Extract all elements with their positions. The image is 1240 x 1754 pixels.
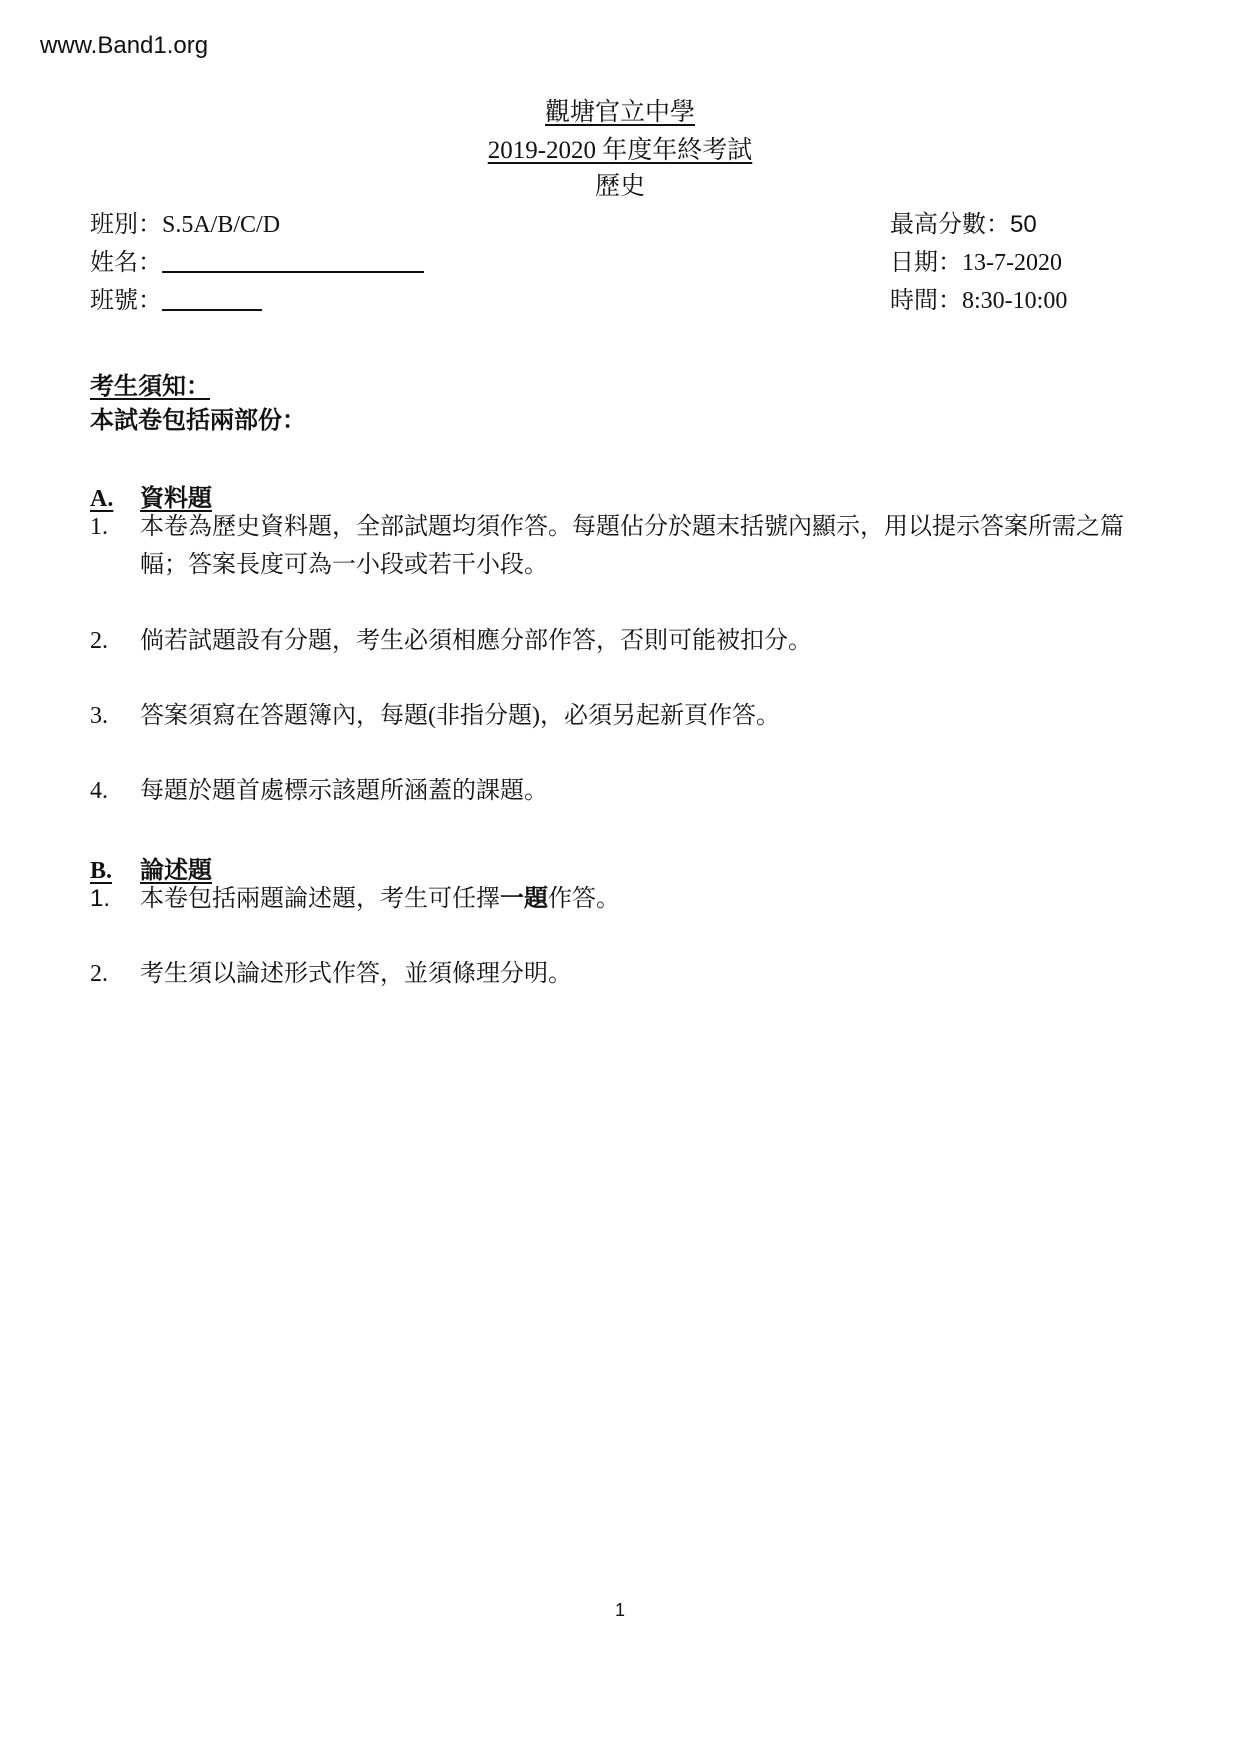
watermark-url: www.Band1.org	[40, 32, 209, 59]
max-score-row	[890, 204, 1037, 239]
section-a-item	[90, 622, 1160, 660]
item-number: 4.	[90, 778, 108, 804]
exam-title: 2019-2020 年度年終考試	[487, 137, 753, 164]
number-row	[90, 280, 262, 315]
class-value: S.5A/B/C/D	[162, 212, 281, 238]
number-label: 班號：	[90, 288, 162, 314]
name-row	[90, 242, 424, 277]
date-value: 13-7-2020	[962, 250, 1062, 276]
item-text-emphasis: 一題	[500, 886, 548, 912]
item-number: 1.	[90, 885, 111, 912]
date-row	[890, 242, 1062, 277]
max-score-label: 最高分數：	[890, 212, 1010, 238]
item-text: 答案須寫在答題簿內，每題(非指分題)，必須另起新頁作答。	[140, 703, 780, 729]
name-label: 姓名：	[90, 250, 162, 276]
item-text-before: 本卷包括兩題論述題，考生可任擇	[140, 886, 500, 912]
item-text: 本卷為歷史資料題，全部試題均須作答。每題佔分於題末括號內顯示，用以提示答案所需之篇幅；答案長度可為一小段或若干小段。	[140, 514, 1124, 578]
subject-title: 歷史	[594, 173, 645, 200]
instructions-subtitle: 本試卷包括兩部份：	[90, 408, 306, 434]
section-a-item	[90, 697, 1160, 735]
class-label: 班別：	[90, 212, 162, 238]
item-text: 倘若試題設有分題，考生必須相應分部作答，否則可能被扣分。	[140, 628, 812, 654]
instructions-title: 考生須知：	[90, 374, 210, 400]
time-row	[890, 280, 1067, 315]
section-b-letter: B.	[90, 858, 113, 884]
item-number: 2.	[90, 628, 108, 654]
section-b-title: 論述題	[140, 858, 212, 884]
item-text	[140, 880, 1160, 918]
max-score-value: 50	[1010, 211, 1037, 238]
section-b-item	[90, 880, 1160, 918]
item-number: 2.	[90, 961, 108, 987]
section-b-item	[90, 955, 1160, 993]
section-a-title: 資料題	[140, 486, 212, 512]
item-number: 1.	[90, 514, 108, 540]
name-blank	[162, 247, 424, 273]
time-label: 時間：	[890, 288, 962, 314]
section-a-item	[90, 508, 1160, 584]
section-a-item	[90, 772, 1160, 810]
school-name: 觀塘官立中學	[544, 99, 695, 126]
section-a-letter: A.	[90, 486, 114, 512]
time-value: 8:30-10:00	[962, 288, 1068, 314]
item-text: 每題於題首處標示該題所涵蓋的課題。	[140, 778, 548, 804]
page-number: 1	[614, 1600, 625, 1620]
number-blank	[162, 285, 262, 311]
date-label: 日期：	[890, 250, 962, 276]
item-text-after: 作答。	[548, 886, 620, 912]
class-row	[90, 204, 280, 239]
item-number: 3.	[90, 703, 108, 729]
item-text: 考生須以論述形式作答，並須條理分明。	[140, 961, 572, 987]
